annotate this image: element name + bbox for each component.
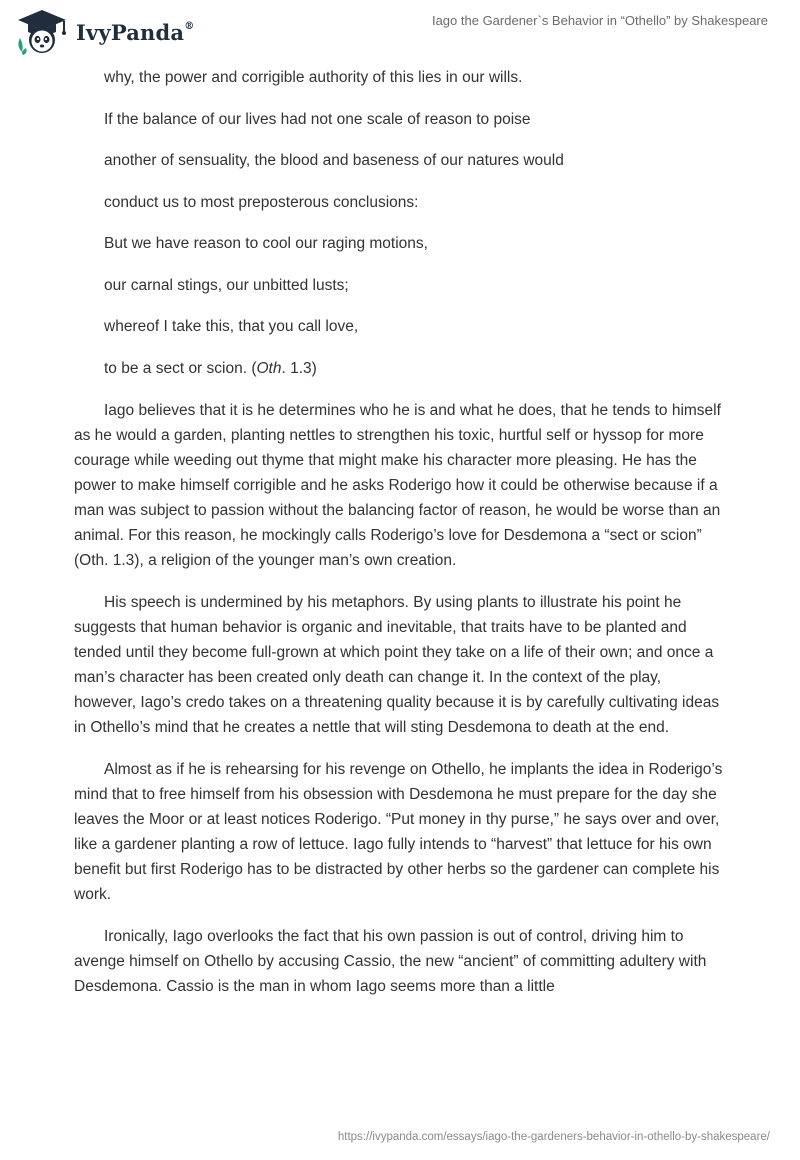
verse-line: why, the power and corrigible authority of this lies in our wills. (104, 69, 523, 86)
verse-line: conduct us to most preposterous conclusions: (104, 193, 419, 211)
verse-citation-line: to be a sect or scion. (Oth. 1.3) (104, 359, 317, 377)
panda-graduation-cap-icon (14, 8, 70, 56)
citation-italic: Oth (256, 359, 282, 377)
page-header (0, 0, 800, 64)
logo-wordmark: IvyPanda® (76, 20, 195, 45)
verse-line: But we have reason to cool our raging motions, (104, 235, 428, 252)
verse-line: our carnal stings, our unbitted lusts; (104, 276, 349, 294)
source-url[interactable]: https://ivypanda.com/essays/iago-the-gardeners-behavior-in-othello-by-shakespeare/ (337, 1131, 770, 1143)
paragraph: His speech is undermined by his metaphors. By using plants to illustrate his point he suggests that human behavior is organic and inevitable, that traits have to be planted and tended until they become full-grown at which point they take on a life of their own; and once a man’s character has been created only death can change it. In the context of the play, however, Iago’s credo takes on a threatening quality because it is by carefully cultivating ideas in Othello’s mind that he creates a nettle that will sting Desdemona to death at the end. (74, 594, 720, 736)
verse-line: whereof I take this, that you call love, (104, 318, 359, 335)
paragraph: Iago believes that it is he determines who he is and what he does, that he tends to himself as he would a garden, planting nettles to strengthen his toxic, hurtful self or hyssop for more courage while weeding out thyme that might make his character more pleasing. He has the power to make himself corrigible and he asks Roderigo how it could be otherwise because if a man was subject to passion without the balancing factor of reason, he would be worse than an animal. For this reason, he mockingly calls Roderigo’s love for Desdemona a “sect or scion” (Oth. 1.3), a religion of the younger man’s own creation. (74, 402, 721, 569)
paragraph: Almost as if he is rehearsing for his revenge on Othello, he implants the idea in Roderigo’s mind that to free himself from his obsession with Desdemona he must prepare for the day she leaves the Moor or at least notices Roderigo. “Put money in thy purse,” he says over and over, like a gardener planting a row of lettuce. Iago fully intends to “harvest” that lettuce for his own benefit but first Roderigo has to be distracted by other herbs so the gardener can complete his work. (74, 761, 723, 903)
verse-line: If the balance of our lives had not one scale of reason to poise (104, 110, 531, 128)
essay-body (74, 66, 726, 1016)
verse-line: another of sensuality, the blood and baseness of our natures would (104, 152, 564, 169)
ivypanda-logo[interactable] (14, 8, 234, 56)
document-title: Iago the Gardener`s Behavior in “Othello” by Shakespeare (431, 13, 768, 28)
paragraph: Ironically, Iago overlooks the fact that his own passion is out of control, driving him to avenge himself on Othello by accusing Cassio, the new “ancient” of committing adultery with Desdemona. Cassio is the man in whom Iago seems more than a little (74, 928, 707, 995)
